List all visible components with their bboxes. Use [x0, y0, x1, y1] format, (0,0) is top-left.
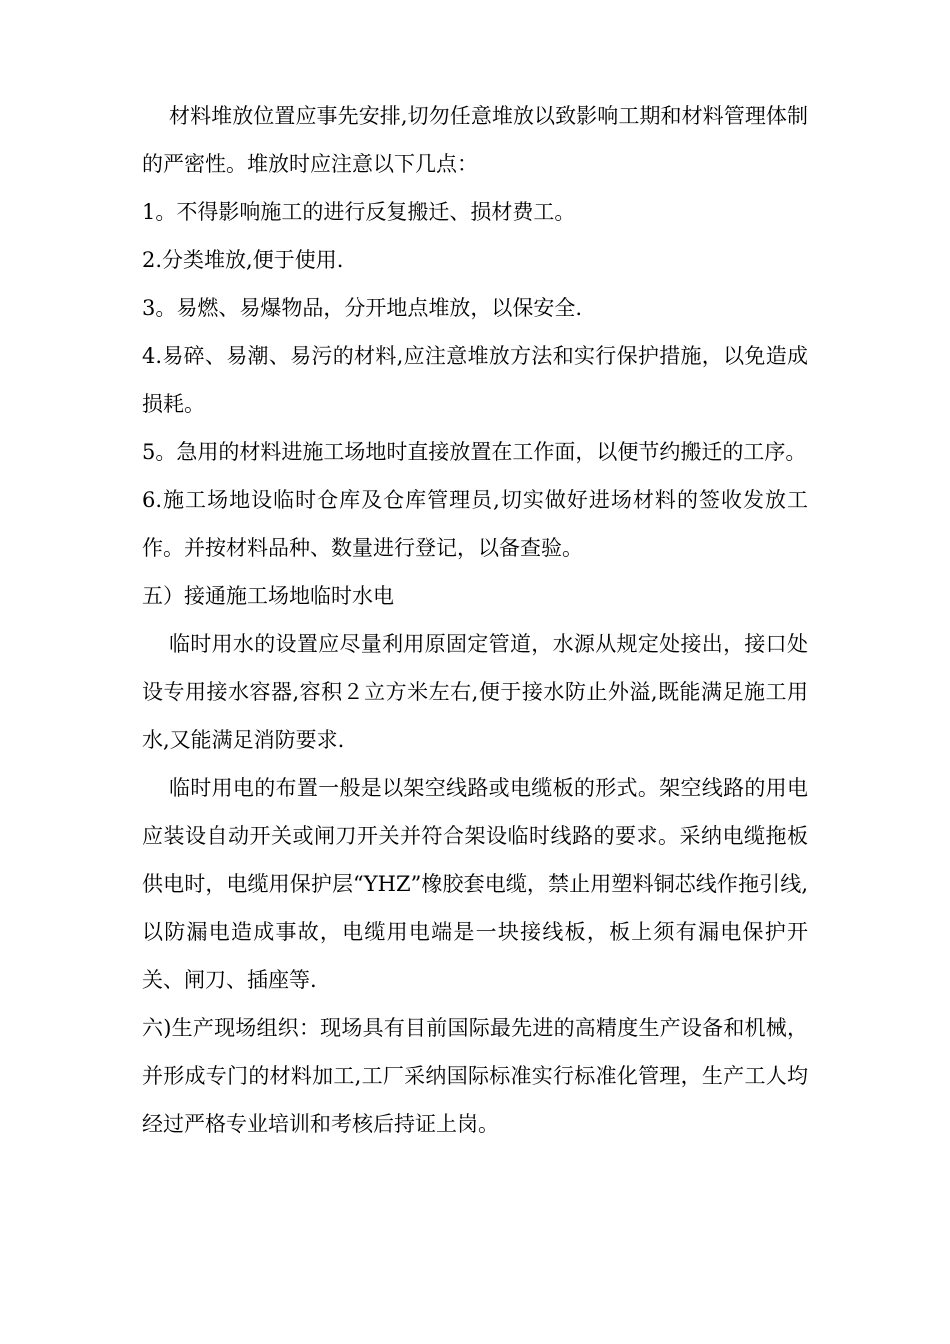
list-item-1: 1。不得影响施工的进行反复搬迁、损材费工。: [142, 200, 576, 224]
paragraph-temporary-electricity: 临时用电的布置一般是以架空线路或电缆板的形式。架空线路的用电应装设自动开关或闸刀开关并符合架设临时线路的要求。采纳电缆拖板供电时，电缆用保护层“YHZ”橡胶套电缆，禁止用塑料铜芯线作拖引线,以防漏电造成事故，电缆用电端是一块接线板，板上须有漏电保护开关、闸刀、插座等.: [142, 776, 808, 992]
list-item-2: 2.分类堆放,便于使用.: [142, 248, 344, 272]
section-production-site-organization: 六)生产现场组织：现场具有目前国际最先进的高精度生产设备和机械，并形成专门的材料加工,工厂采纳国际标准实行标准化管理，生产工人均经过严格专业培训和考核后持证上岗。: [142, 1016, 808, 1136]
paragraph-temporary-water: 临时用水的设置应尽量利用原固定管道，水源从规定处接出，接口处设专用接水容器,容积２立方米左右,便于接水防止外溢,既能满足施工用水,又能满足消防要求.: [142, 632, 808, 752]
list-item-5: 5。急用的材料进施工场地时直接放置在工作面，以便节约搬迁的工序。: [142, 440, 807, 464]
document-body: [142, 92, 808, 1148]
section-heading-water-electricity: 五）接通施工场地临时水电: [142, 584, 394, 608]
list-item-3: 3。易燃、易爆物品，分开地点堆放，以保安全.: [142, 296, 583, 320]
list-item-4: 4.易碎、易潮、易污的材料,应注意堆放方法和实行保护措施，以免造成损耗。: [142, 344, 808, 416]
paragraph-material-storage-intro: 材料堆放位置应事先安排,切勿任意堆放以致影响工期和材料管理体制的严密性。堆放时应注意以下几点：: [142, 104, 808, 176]
list-item-6: 6.施工场地设临时仓库及仓库管理员,切实做好进场材料的签收发放工作。并按材料品种、数量进行登记，以备查验。: [142, 488, 808, 560]
